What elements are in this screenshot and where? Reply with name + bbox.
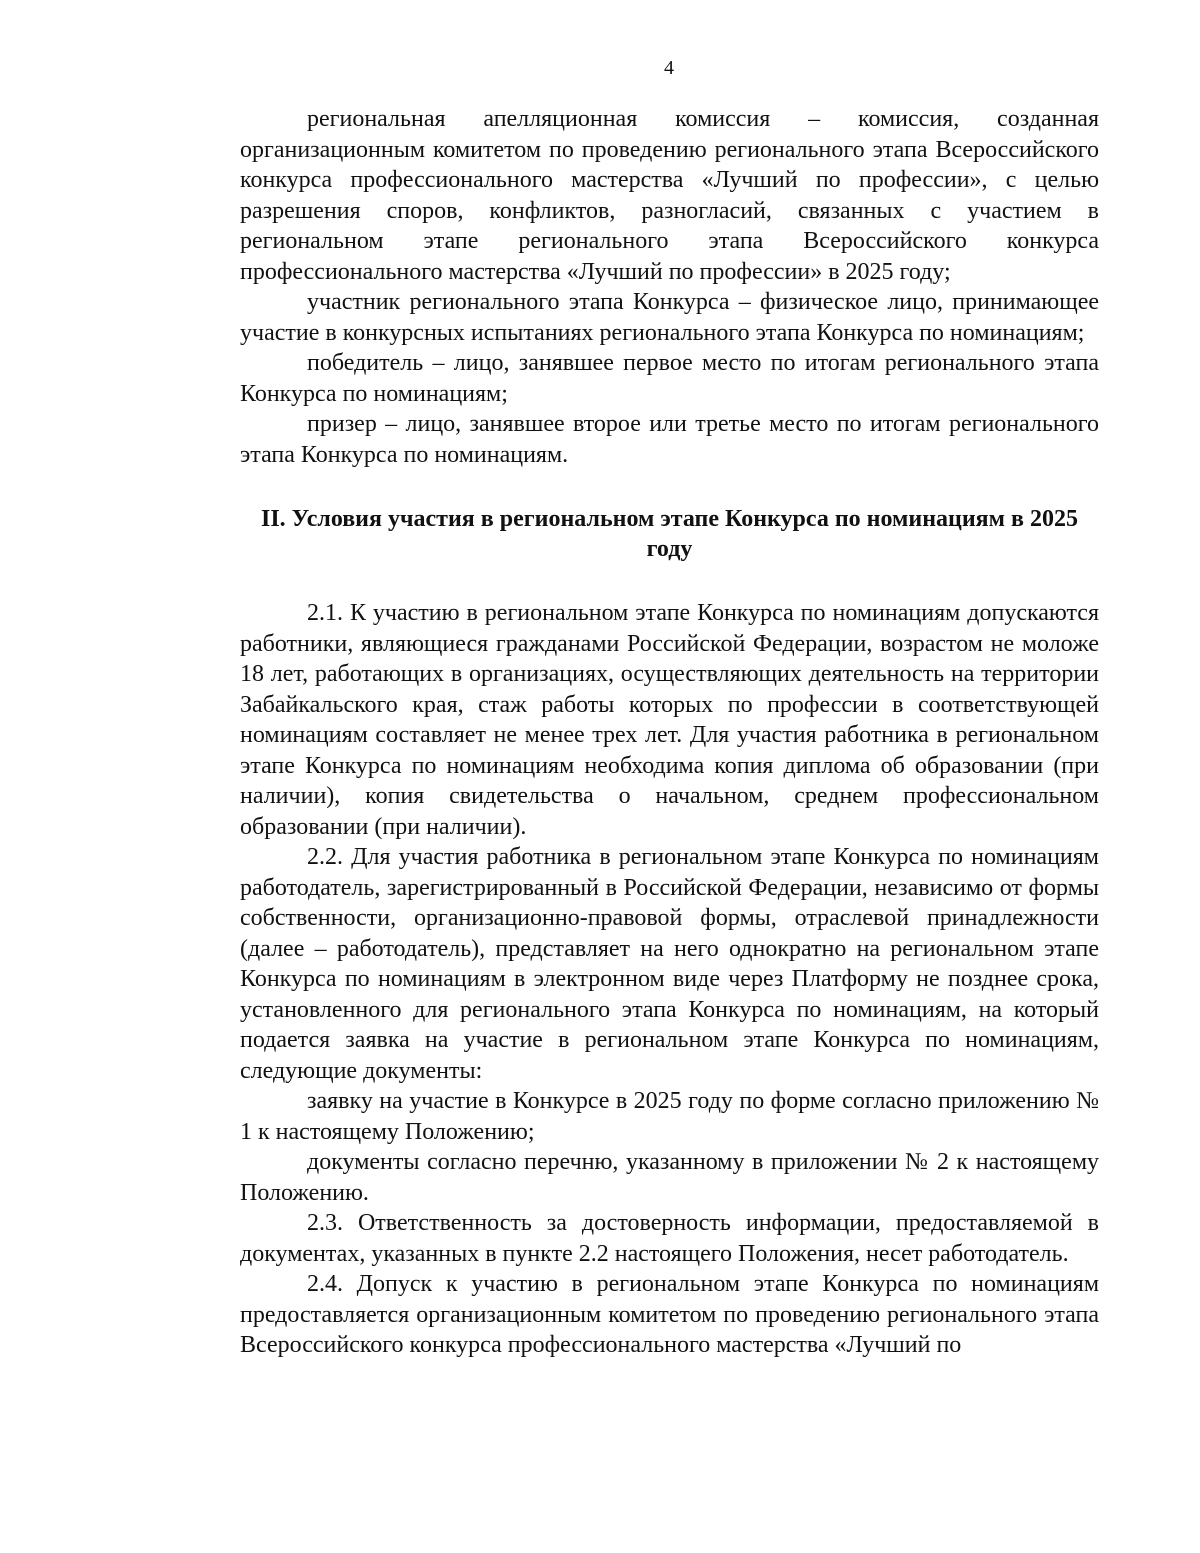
paragraph-2-4: 2.4. Допуск к участию в региональном этапе Конкурса по номинациям предоставляется организационным комитетом по проведению регионального этапа Всероссийского конкурса профессионального мастерства «Лучший по [240,1271,1099,1358]
definition-appeal-commission: региональная апелляционная комиссия – комиссия, созданная организационным комитетом по проведению регионального этапа Всероссийского конкурса профессионального мастерства «Лучший по профессии», с целью разрешения споров, конфликтов, разногласий, связанных с участием в региональном этапе регионального этапа Всероссийского конкурса профессионального мастерства «Лучший по профессии» в 2025 году; [240,106,1099,285]
paragraph-2-1: 2.1. К участию в региональном этапе Конкурса по номинациям допускаются работники, являющиеся гражданами Российской Федерации, возрастом не моложе 18 лет, работающих в организациях, осуществляющих деятельность на территории Забайкальского края, стаж работы которых по профессии в соответствующей номинациям составляет не менее трех лет. Для участия работника в региональном этапе Конкурса по номинациям необходима копия диплома об образовании (при наличии), копия свидетельства о начальном, среднем профессиональном образовании (при наличии). [240,600,1099,840]
paragraph-application: заявку на участие в Конкурсе в 2025 году по форме согласно приложению № 1 к настоящему Положению; [240,1088,1099,1145]
page-number: 4 [664,57,674,79]
document-body [240,104,1099,1361]
paragraph-documents: документы согласно перечню, указанному в приложении № 2 к настоящему Положению. [240,1149,1099,1206]
definition-prizewinner: призер – лицо, занявшее второе или третье место по итогам регионального этапа Конкурса по номинациям. [240,411,1099,468]
section-title: II. Условия участия в региональном этапе Конкурса по номинациям в 2025 году [261,506,1078,562]
definition-participant: участник регионального этапа Конкурса – физическое лицо, принимающее участие в конкурсных испытаниях регионального этапа Конкурса по номинациям; [240,289,1099,346]
paragraph-2-3: 2.3. Ответственность за достоверность информации, предоставляемой в документах, указанных в пункте 2.2 настоящего Положения, несет работодатель. [240,1210,1099,1267]
definition-winner: победитель – лицо, занявшее первое место по итогам регионального этапа Конкурса по номинациям; [240,350,1099,407]
paragraph-2-2: 2.2. Для участия работника в региональном этапе Конкурса по номинациям работодатель, зарегистрированный в Российской Федерации, независимо от формы собственности, организационно-правовой формы, отраслевой принадлежности (далее – работодатель), представляет на него однократно на региональном этапе Конкурса по номинациям в электронном виде через Платформу не позднее срока, установленного для регионального этапа Конкурса по номинациям, на который подается заявка на участие в региональном этапе Конкурса по номинациям, следующие документы: [240,844,1099,1084]
